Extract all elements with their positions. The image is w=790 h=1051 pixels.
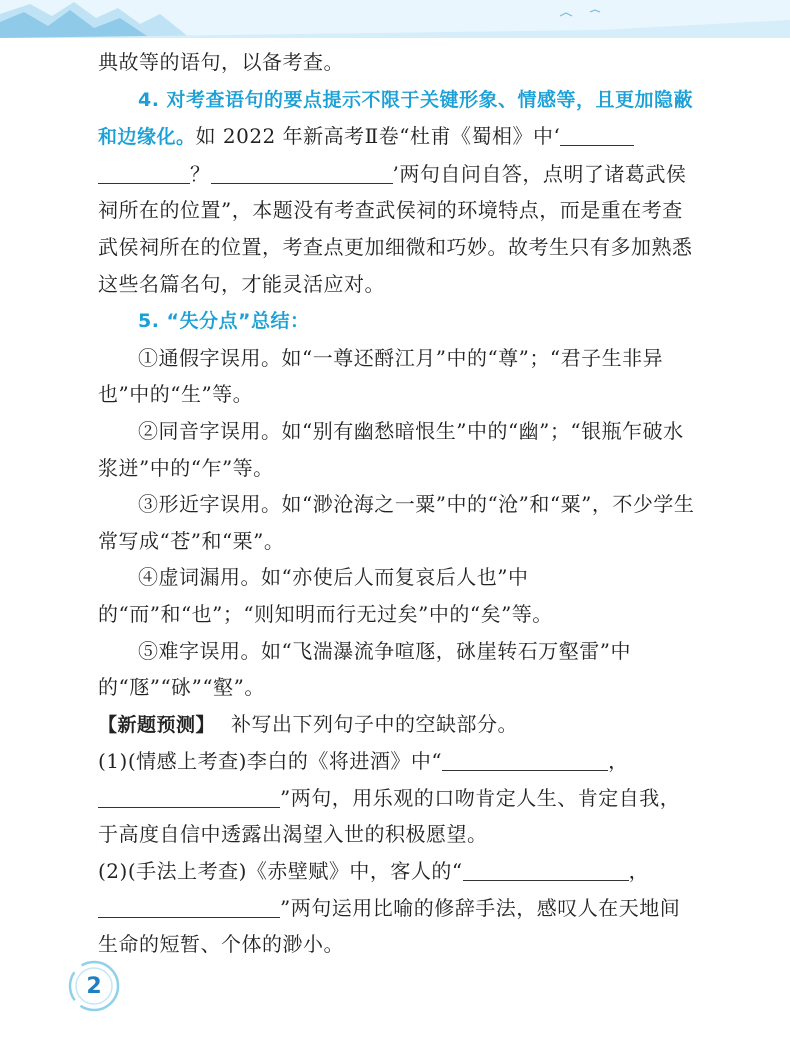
document-body: [98, 44, 696, 963]
exercise-tag: 【新题预测】: [98, 713, 216, 736]
error-item-4: ④虚词漏用。如“亦使后人而复哀后人也”中的“而”和“也”；“则知明而行无过矣”中的“矣”等。: [98, 565, 553, 626]
error-item-5: ⑤难字误用。如“飞湍瀑流争喧豗，砯崖转石万壑雷”中的“豗”“砯”“壑”。: [98, 638, 631, 700]
error-item-3: ③形近字误用。如“渺沧海之一粟”中的“沧”和“粟”，不少学生常写成“苍”和“栗”。: [98, 492, 695, 553]
answer-blank[interactable]: [98, 897, 280, 918]
point-5-heading: 5. “失分点”总结：: [138, 310, 310, 333]
page-number-badge: [66, 958, 122, 1014]
question-2-text-a: (2)(手法上考查)《赤壁赋》中，客人的“: [98, 859, 463, 884]
point-4-text-b: ？: [190, 161, 211, 186]
fill-blank: [98, 163, 190, 184]
point-4-paragraph: [98, 81, 696, 303]
answer-blank[interactable]: [463, 860, 629, 881]
point-4-text-a: 如 2022 年新高考Ⅱ卷“杜甫《蜀相》中‘: [195, 124, 561, 149]
question-2-sep: ，: [628, 859, 650, 884]
error-item-1: ①通假字误用。如“一尊还酹江月”中的“尊”；“君子生非异也”中的“生”等。: [98, 345, 664, 407]
point-4-heading: 4. 对考查语句的要点提示不限于关键形象、情感等，且更加隐蔽和边缘化。: [98, 88, 694, 149]
question-2-text-b: ”两句运用比喻的修辞手法，感叹人在天地间生命的短暂、个体的渺小。: [98, 895, 681, 957]
question-1: [98, 743, 696, 853]
exercise-instruction: 补写出下列句子中的空缺部分。: [231, 711, 519, 736]
question-1-text-b: ”两句，用乐观的口吻肯定人生、肯定自我，于高度自信中透露出渴望入世的积极愿望。: [98, 785, 681, 847]
answer-blank[interactable]: [98, 787, 280, 808]
point-4-text-c: ’两句自问自答，点明了诸葛武侯祠所在的位置”，本题没有考查武侯祠的环境特点，而是重在考查武侯祠所在的位置，考查点更加细微和巧妙。故考生只有多加熟悉这些名篇名句，才能灵活应对。: [98, 161, 693, 296]
fill-blank: [560, 125, 634, 146]
fill-blank: [211, 163, 393, 184]
page-number: 2: [86, 973, 102, 999]
question-1-sep: ，: [608, 749, 629, 774]
question-1-text-a: (1)(情感上考查)李白的《将进酒》中“: [98, 749, 443, 774]
mountain-header-decoration: [0, 0, 790, 38]
question-2: [98, 853, 696, 963]
answer-blank[interactable]: [442, 750, 608, 771]
exercise-header: [98, 706, 696, 744]
error-item-2: ②同音字误用。如“别有幽愁暗恨生”中的“幽”；“银瓶乍破水浆迸”中的“乍”等。: [98, 418, 684, 480]
paragraph-continuation: 典故等的语句，以备考查。: [98, 50, 344, 74]
point-5-heading-line: [98, 302, 696, 340]
header-decoration: [0, 0, 790, 38]
